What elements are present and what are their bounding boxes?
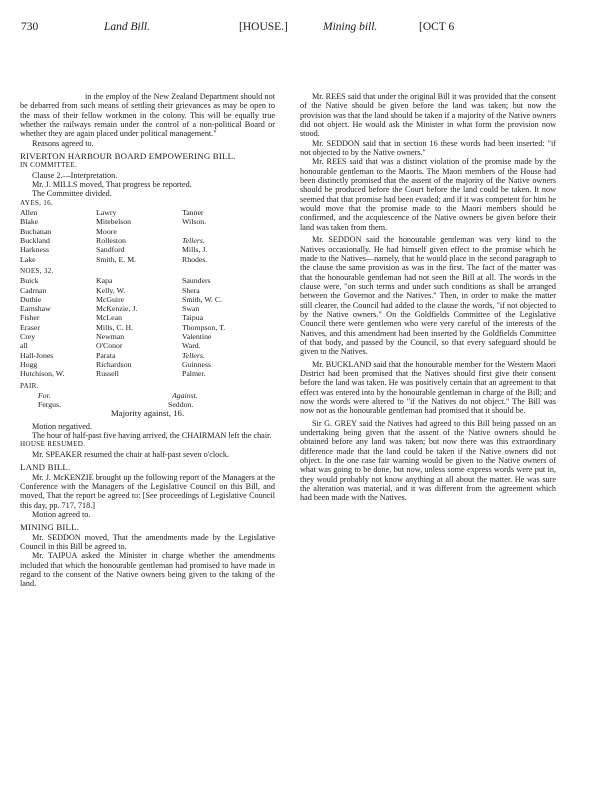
house-label: [HOUSE.]: [239, 21, 288, 33]
member-name: Crey: [20, 332, 36, 342]
member-name: Buick: [20, 276, 39, 286]
left-running-title: Land Bill.: [104, 21, 151, 33]
railway-reasons-paragraph: in the employ of the New Zealand Department should not be debarred from such means of settling their grievances as may be open to the mass of their fellow workmen in the colony. This will be equally true whether the railways remain under the control of a non-political Board or whether they are again placed under political management.": [20, 92, 275, 139]
member-name: Thompson, T.: [182, 322, 226, 332]
member-name: Ward.: [182, 341, 201, 351]
ayes-row: [20, 208, 275, 217]
member-name: Kelly, W.: [96, 285, 126, 295]
member-name: Hall-Jones: [20, 350, 54, 360]
ayes-row: [20, 236, 275, 245]
committee-divided: The Committee divided.: [32, 189, 112, 199]
member-name: McLean: [96, 313, 122, 323]
ayes-row: [20, 255, 275, 264]
ayes-header: AYES, 16.: [20, 198, 53, 207]
member-name: Sandford: [96, 245, 125, 255]
rees-violation: Mr. REES said that was a distinct violation of the promise made by the honourable gentleman to the Maoris. The Maori members of the House had been distinctly promised that the assent of the majority of the Native owners should be produced before the Court before the land could be taken. It now seemed that that promise had been evaded; and if it was competent for him he would move that the promise made to the Maori members should be confirmed, and the acquiescence of the Native owners be given before their land was taken from them.: [300, 157, 556, 232]
taipua-asked: Mr. TAIPUA asked the Minister in charge whether the amendments included that which the honourable gentleman had promised to have made in regard to the consent of the Native owners being given to the taking of the land.: [20, 551, 275, 589]
ayes-row: [20, 217, 275, 226]
half-past-five: The hour of half-past five having arrived, the CHAIRMAN left the chair.: [32, 431, 272, 441]
member-name: Lake: [20, 254, 36, 264]
member-name: Tellers.: [182, 350, 205, 360]
member-name: Saunders: [182, 276, 211, 286]
noes-header: NOES, 32.: [20, 266, 54, 275]
noes-row: [20, 304, 275, 313]
member-name: Smith, E. M.: [96, 254, 137, 264]
member-name: Guinness: [182, 359, 212, 369]
member-name: Eraser: [20, 322, 40, 332]
land-bill-heading: LAND BILL.: [20, 462, 71, 473]
seddon-section-16: Mr. SEDDON said that in section 16 these words had been inserted: "if not objected to by the Native owners.": [300, 138, 556, 158]
house-resumed-label: HOUSE RESUMED.: [20, 440, 86, 449]
member-name: Mills, J.: [182, 245, 208, 255]
right-column: [300, 92, 556, 503]
pair-for-label: For.: [38, 390, 51, 400]
buckland-statement: Mr. BUCKLAND said that the honourable member for the Western Maori District had been promised that the Natives should first give their consent before the land was taken. He was positively certain that an agreement to that effect was entered into by the honourable gentleman in charge of the Bill; and now the words were altered to "if the Natives do not object." The Bill was now not as the honourable gentleman had promised that it should be.: [300, 359, 556, 416]
member-name: Mills, C. H.: [96, 322, 134, 332]
member-name: Moore: [96, 226, 117, 236]
land-bill-report: Mr. J. McKENZIE brought up the following report of the Managers at the Conference with the Managers of the Legislative Council on this Bill, and moved, That the report be agreed to: [See proceedings of Legislative Council this day, pp. 717, 718.]: [20, 472, 275, 510]
member-name: Parata: [96, 350, 116, 360]
member-name: McGuire: [96, 294, 125, 304]
member-name: Russell: [96, 369, 119, 379]
noes-row: [20, 360, 275, 369]
member-name: Tellers.: [182, 236, 205, 246]
reasons-agreed: Reasons agreed to.: [32, 138, 94, 148]
noes-row: [20, 351, 275, 360]
member-name: Palmer.: [182, 369, 206, 379]
noes-row: [20, 323, 275, 332]
member-name: Valentine: [182, 332, 212, 342]
member-name: Harkness: [20, 245, 50, 255]
noes-row: [20, 276, 275, 285]
noes-row: [20, 286, 275, 295]
noes-row: [20, 341, 275, 350]
right-running-title: Mining bill.: [323, 21, 378, 33]
majority-line: Majority against, 16.: [110, 408, 185, 419]
member-name: Rhodes.: [182, 254, 208, 264]
seddon-reply: Mr. SEDDON said the honourable gentleman was very kind to the Natives occasionally. He had himself given effect to the promise which he made to the Natives—namely, that he would place in the second paragraph to the clause the same provision as was in the first. The fact of the matter was that the honourable gentleman had not seen the Bill at all. The words in the clause were, "on such terms and under such conditions as shall be arranged between the Governor and the Natives." Then, in order to make the matter still clearer, the Council had added to the clause the words, "if not objected to by the Native owners." On the Goldfields Committee of the Legislative Council there were gentlemen who were very careful of the interests of the Natives, and this amendment had been inserted by the Goldfields Committee of that body, and passed by the Council, so that every safeguard should be given to the Natives.: [300, 235, 556, 357]
riverton-heading: RIVERTON HARBOUR BOARD EMPOWERING BILL.: [20, 151, 236, 162]
member-name: Wilson.: [182, 217, 207, 227]
member-name: Cadrnan: [20, 285, 47, 295]
member-name: Swan: [182, 304, 200, 314]
member-name: Taipua: [182, 313, 204, 323]
running-header: [21, 19, 569, 35]
noes-row: [20, 369, 275, 378]
motion-agreed: Motion agreed to.: [32, 509, 91, 519]
member-name: Shera: [182, 285, 200, 295]
member-name: Blake: [20, 217, 39, 227]
member-name: Kapa: [96, 276, 113, 286]
member-name: Hutchison, W.: [20, 369, 65, 379]
ayes-row: [20, 245, 275, 254]
member-name: Rolleston: [96, 236, 126, 246]
member-name: Fisher: [20, 313, 40, 323]
page-number: 730: [21, 21, 39, 33]
pair-labels: [20, 391, 275, 400]
mining-bill-heading: MINING BILL.: [20, 522, 80, 533]
member-name: Allen: [20, 208, 38, 218]
pair-against-label: Against.: [172, 390, 198, 400]
member-name: [182, 227, 275, 236]
member-name: Smith, W. C.: [182, 294, 223, 304]
seddon-moved: Mr. SEDDON moved, That the amendments made by the Legislative Council in this Bill be agreed to.: [20, 532, 275, 551]
noes-row: [20, 332, 275, 341]
noes-row: [20, 313, 275, 322]
ayes-table: [20, 208, 275, 264]
in-committee-label: IN COMMITTEE.: [20, 161, 78, 170]
mills-motion: Mr. J. MILLS moved, That progress be reported.: [32, 180, 192, 190]
pair-against-name: Seddon.: [168, 400, 194, 410]
header-date: [OCT 6: [419, 21, 455, 33]
member-name: Buckland: [20, 236, 50, 246]
member-name: Duthie: [20, 294, 42, 304]
member-name: all: [20, 341, 28, 351]
member-name: Tanner: [182, 208, 204, 218]
noes-row: [20, 295, 275, 304]
member-name: Richardson: [96, 359, 132, 369]
member-name: O'Conor: [96, 341, 123, 351]
clause-text: Clause 2.—Interpretation.: [32, 170, 118, 180]
left-column: [20, 92, 275, 589]
motion-negatived: Motion negatived.: [32, 421, 93, 431]
ayes-row: [20, 227, 275, 236]
member-name: Newman: [96, 332, 125, 342]
rees-original-bill: Mr. REES said that under the original Bill it was provided that the consent of the Native should be given before the land was taken; but now the provision was that the land should be taken if a majority of the Native owners did not object. He would ask the Minister in what form the provision now stood.: [300, 92, 556, 139]
member-name: Earnshaw: [20, 304, 51, 314]
member-name: Buchanan: [20, 226, 52, 236]
noes-table: [20, 276, 275, 378]
member-name: Lawry: [96, 208, 117, 218]
member-name: Mitebelson: [96, 217, 132, 227]
member-name: McKenzie, J.: [96, 304, 138, 314]
speaker-resumed: Mr. SPEAKER resumed the chair at half-past seven o'clock.: [32, 449, 230, 459]
pair-header: PAIR.: [20, 381, 39, 390]
grey-statement: Sir G. GREY said the Natives had agreed to this Bill being passed on an undertaking being given that the assent of the Native owners should be obtained before any land was taken; but now there was this extraordinary difference made that the land could be taken if the Native owners did not object. In the one case fair warning would be given to the Native owners of what was going to be done, but now, unless some express words were put in, they would probably not know anything at all about the matter. He was sure the alteration was material, and it was different from the agreement which had been made with the Natives.: [300, 418, 556, 503]
member-name: Hogg: [20, 359, 38, 369]
pair-for-name: Fergus.: [38, 400, 62, 410]
